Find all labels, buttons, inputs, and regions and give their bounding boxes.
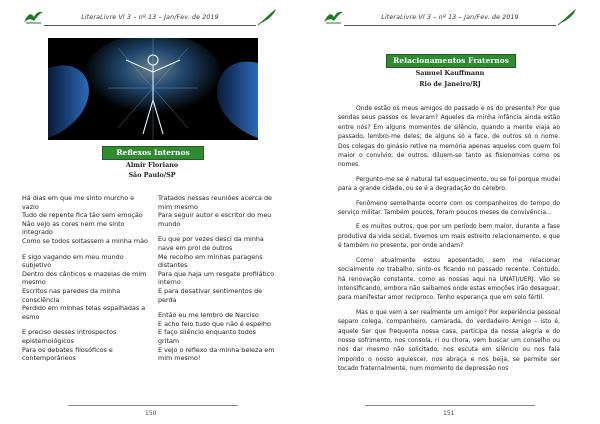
paragraph: Pergunto-me se é natural tal esquecimento, ou se foi porque mudei para a grande cidade, ou se é a degradação do cérebro. [338,175,560,193]
verse-line: Para seguir autor e escritor do meu mundo [158,211,272,228]
verse-line: Perdido em minhas telas espalhadas a esmo [22,304,146,321]
paragraph: Fenômeno semelhante ocorre com os companheiros do tempo do serviço militar. Também poucos, foram poucos meses de convivência... [338,199,560,217]
poem-title: Reflexos Internos [102,146,204,160]
verse-line: Como se todos soltassem a minha mão [22,236,148,245]
page-number: 150 [145,410,157,417]
verse-line: E acho feio tudo que não é espelho [158,319,271,328]
header-rule [44,25,256,26]
poem-column-2 [158,194,276,363]
stanza-gap [158,228,276,235]
verse-line: Dentro dos cânticos e mazelas de mim mesmo [22,269,147,287]
header-rule [344,25,556,26]
verse-line: E faço silêncio enquanto todos gritam [158,328,256,345]
article-title: Relacionamentos Fraternos [386,54,516,68]
poem-column-1 [22,194,150,363]
illustration-image [48,38,258,140]
footer-rule [68,405,238,406]
author-location: Rio de Janeiro/RJ [419,80,481,88]
author-location: São Paulo/SP [128,171,176,179]
verse-line: E preciso desses introspectos epistemológicos [22,328,117,345]
article-body [338,104,560,379]
verse-line: Então eu me lembro de Narciso [158,311,259,320]
stanza-gap [158,304,276,311]
header-text: LiteraLivre Vl 3 – nº 13 – Jan/Fev. de 2019 [381,14,519,21]
page-header [322,8,578,28]
verse-line: E para desativar sentimentos de perda [158,286,263,304]
author-name: Almir Floriano [125,161,179,169]
header-text: LiteraLivre Vl 3 – nº 13 – Jan/Fev. de 2019 [81,14,219,21]
paragraph: Onde estão os meus amigos do passado e os do presente? Por que sendas seus passos os levaram? Aqueles da minha infância ainda estão entre nós? Em alguns momentos de silêncio, quando a mente viaja ao passado, lembro-me deles; de alguns só a face, de outros só o nome. Dos colegas do ginásio retive na memória apenas aqueles com quem foi maior o convívio; de outros, diluem-se tanto as fisionomias como os nomes. [338,105,560,169]
footer-rule [365,405,535,406]
verse-line: Tratados nessas reuniões acerca de mim mesmo [158,194,272,211]
verse-line: Tudo de repente fica tão sem emoção [22,211,143,220]
verse-line: Me recolho em minhas paragens distantes [158,252,263,270]
right-page [300,0,600,424]
quill-pen-icon [556,8,578,26]
verse-line: Não vejo as cores nem me sinto integrado [22,219,125,237]
page-number: 151 [443,410,455,417]
author-name: Samuel Kauffmann [415,69,485,77]
paragraph: Mas o que vem a ser realmente um amigo? Por experiência pessoal separo colega, companheiro, camarada, do verdadeiro Amigo – isto é, aquele Ser que frequenta nossa casa, participa da nossa alegria e do nosso sofrimento, nos consola, ri ou chora, vem buscar um conselho ou nos dar mesmo não solicitado, nos escuta em silêncio ou nos fala impondo o nosso aquiescer, nos abraça e nos beija, se permite ser tocado fraternalmente, num momento de depressão nos [338,308,560,373]
paragraph: Como atualmente estou aposentado, sem me relacionar socialmente no trabalho, sinto-os ficando no passado recente. Contudo, há renovação constante, como as nossas aqui na UNATI/UERJ. Vão se intensificando, embora não saibamos onde estas emoções irão desaguar, para manifestar amor recíproco. Tenho esperança que em solo fértil. [338,256,560,302]
paragraph: E os muitos outros, que por um período bem maior, durante a fase produtiva da vida social, tivemos um mais estreito relacionamento, e que é também no presente, por onde andam? [338,223,560,250]
page-header [22,8,278,28]
verse-line: Eu que por vezes desci da minha nave em prol de outros [158,235,264,252]
verse-line: Há dias em que me sinto murcho e vazio [22,194,135,211]
verse-line: E vejo o reflexo da minha beleza em mim mesmo! [158,345,275,363]
stanza-gap [22,246,150,253]
quill-pen-icon [256,8,278,26]
verse-line: E sigo vagando em meu mundo subjetivo [22,252,124,270]
verse-line: Para que haja um resgate profilático interno [158,269,275,287]
verse-line: Escritos nas paredes da minha consciência [22,286,121,304]
stanza-gap [22,321,150,328]
verse-line: Para os debates filosóficos e contemporâneos [22,345,113,363]
